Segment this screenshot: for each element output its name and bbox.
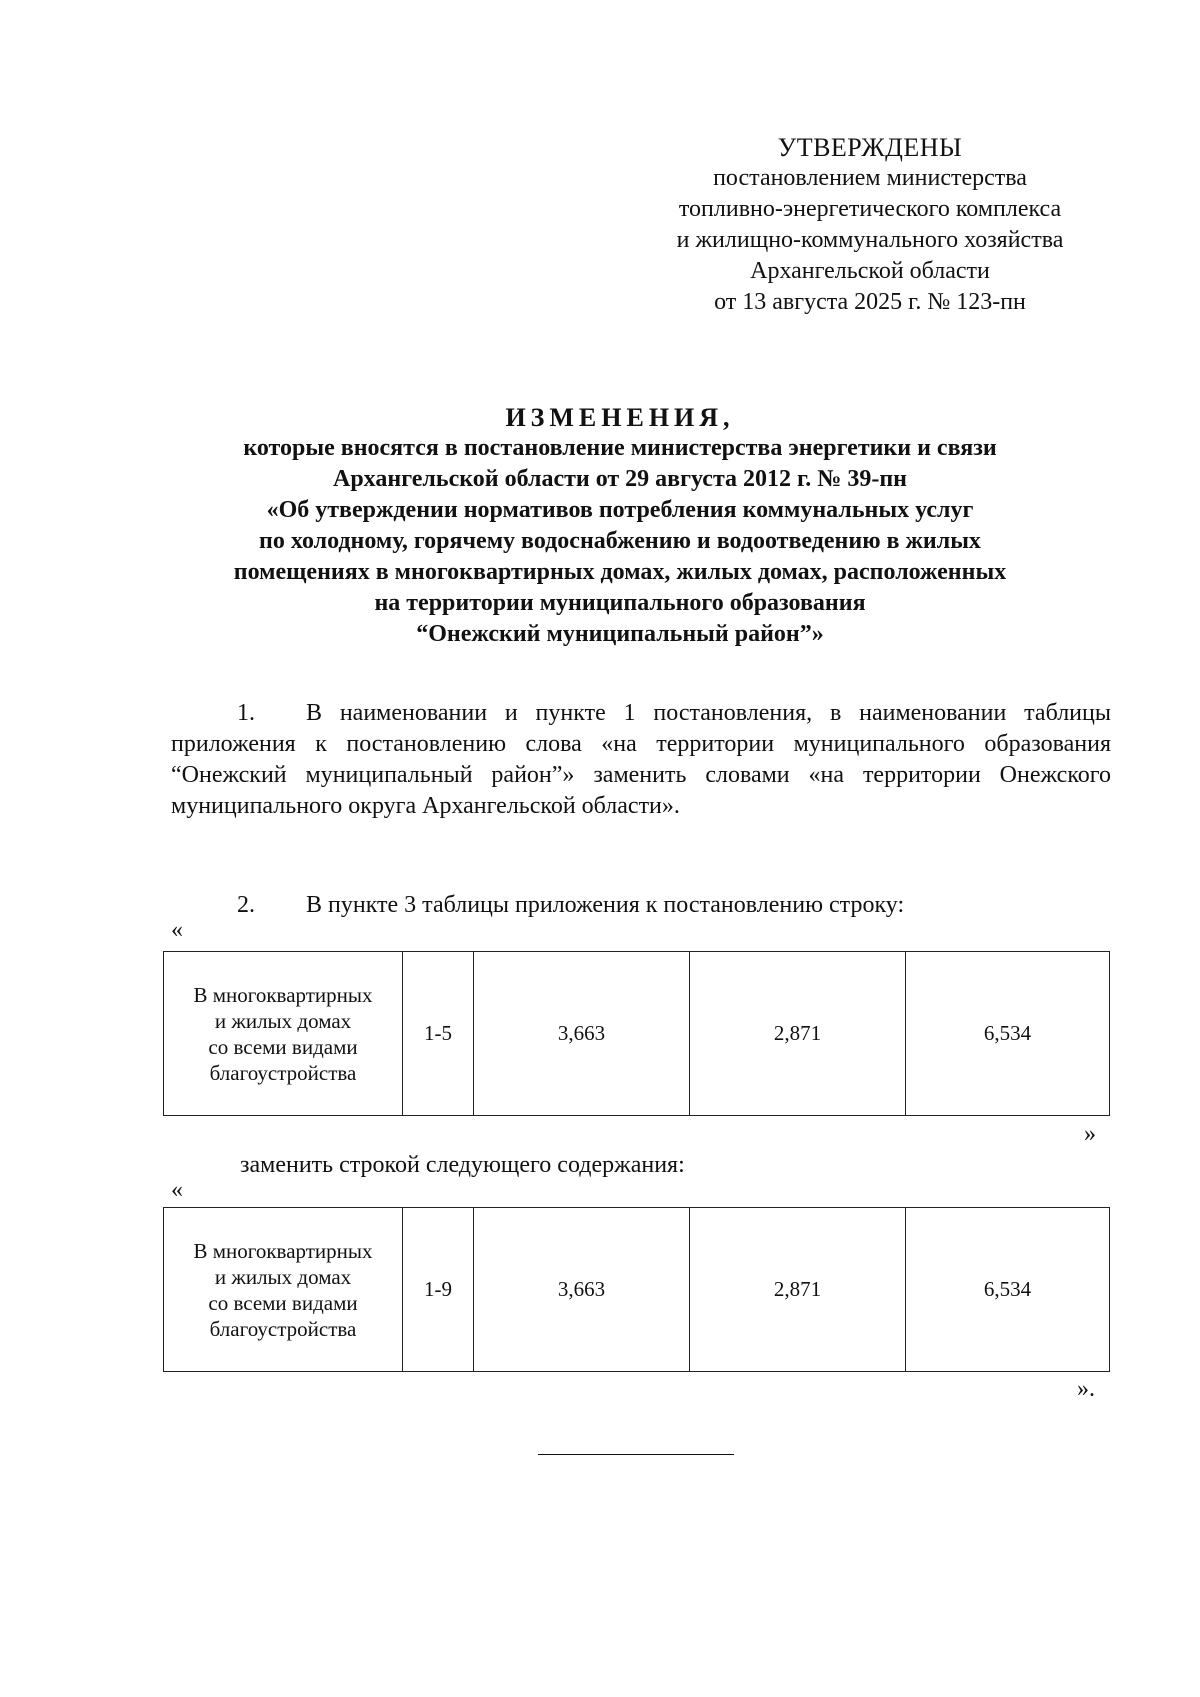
housing-type-cell xyxy=(164,1208,403,1372)
approval-date-line: от 13 августа 2025 г. № 123-пн xyxy=(714,289,1026,315)
title-line: на территории муниципального образования xyxy=(374,590,866,616)
title-heading: ИЗМЕНЕНИЯ, xyxy=(505,403,735,432)
cold-water-cell: 3,663 xyxy=(474,1208,690,1372)
title-line: по холодному, горячему водоснабжению и водоотведению в жилых xyxy=(259,528,981,554)
hot-water-cell: 2,871 xyxy=(690,952,906,1116)
housing-type-cell xyxy=(164,952,403,1116)
label-line: и жилых домах xyxy=(214,1008,352,1033)
label-line: благоустройства xyxy=(209,1316,357,1341)
label-line: со всеми видами xyxy=(208,1034,358,1059)
paragraph-2-text: В пункте 3 таблицы приложения к постановлению строку: xyxy=(306,892,905,918)
approval-line: постановлением министерства xyxy=(713,165,1027,191)
table-row xyxy=(164,952,1110,1116)
title-line: Архангельской области от 29 августа 2012 г. № 39-пн xyxy=(333,466,907,492)
table-row xyxy=(164,1208,1110,1372)
paragraph-1-text: В наименовании и пункте 1 постановления, в наименовании таблицы приложения к постановлению слова «на территории муниципального образования “Онежский муниципальный район”» заменить словами «на территории Онежского муниципального округа Архангельской области». xyxy=(171,700,1111,819)
title-line: «Об утверждении нормативов потребления коммунальных услуг xyxy=(266,497,974,523)
open-quote: « xyxy=(171,917,183,943)
paragraph-2-number: 2. xyxy=(237,892,255,918)
close-quote-final: ». xyxy=(1077,1376,1095,1402)
new-row-table xyxy=(163,1207,1110,1372)
approval-line: и жилищно-коммунального хозяйства xyxy=(676,227,1064,253)
paragraph-1 xyxy=(171,698,1111,822)
approval-stamp xyxy=(600,132,1140,318)
title-line: “Онежский муниципальный район”» xyxy=(416,621,824,647)
label-line: благоустройства xyxy=(209,1060,357,1085)
label-line: со всеми видами xyxy=(208,1290,358,1315)
title-line: помещениях в многоквартирных домах, жилых домах, расположенных xyxy=(233,559,1007,585)
floors-cell: 1-5 xyxy=(403,952,474,1116)
document-title xyxy=(150,402,1090,650)
approval-heading: УТВЕРЖДЕНЫ xyxy=(777,133,963,162)
approval-line: Архангельской области xyxy=(750,258,990,284)
title-line: которые вносятся в постановление министерства энергетики и связи xyxy=(243,435,997,461)
paragraph-1-number: 1. xyxy=(237,700,255,726)
cold-water-cell: 3,663 xyxy=(474,952,690,1116)
close-quote: » xyxy=(1084,1121,1096,1147)
label-line: В многоквартирных xyxy=(193,982,373,1007)
drainage-cell: 6,534 xyxy=(906,952,1110,1116)
label-line: и жилых домах xyxy=(214,1264,352,1289)
end-divider xyxy=(538,1454,734,1455)
label-line: В многоквартирных xyxy=(193,1238,373,1263)
hot-water-cell: 2,871 xyxy=(690,1208,906,1372)
drainage-cell: 6,534 xyxy=(906,1208,1110,1372)
old-row-table xyxy=(163,951,1110,1116)
floors-cell: 1-9 xyxy=(403,1208,474,1372)
open-quote: « xyxy=(171,1177,183,1203)
replace-text: заменить строкой следующего содержания: xyxy=(240,1152,685,1178)
approval-line: топливно-энергетического комплекса xyxy=(678,196,1062,222)
paragraph-2 xyxy=(171,890,1111,921)
